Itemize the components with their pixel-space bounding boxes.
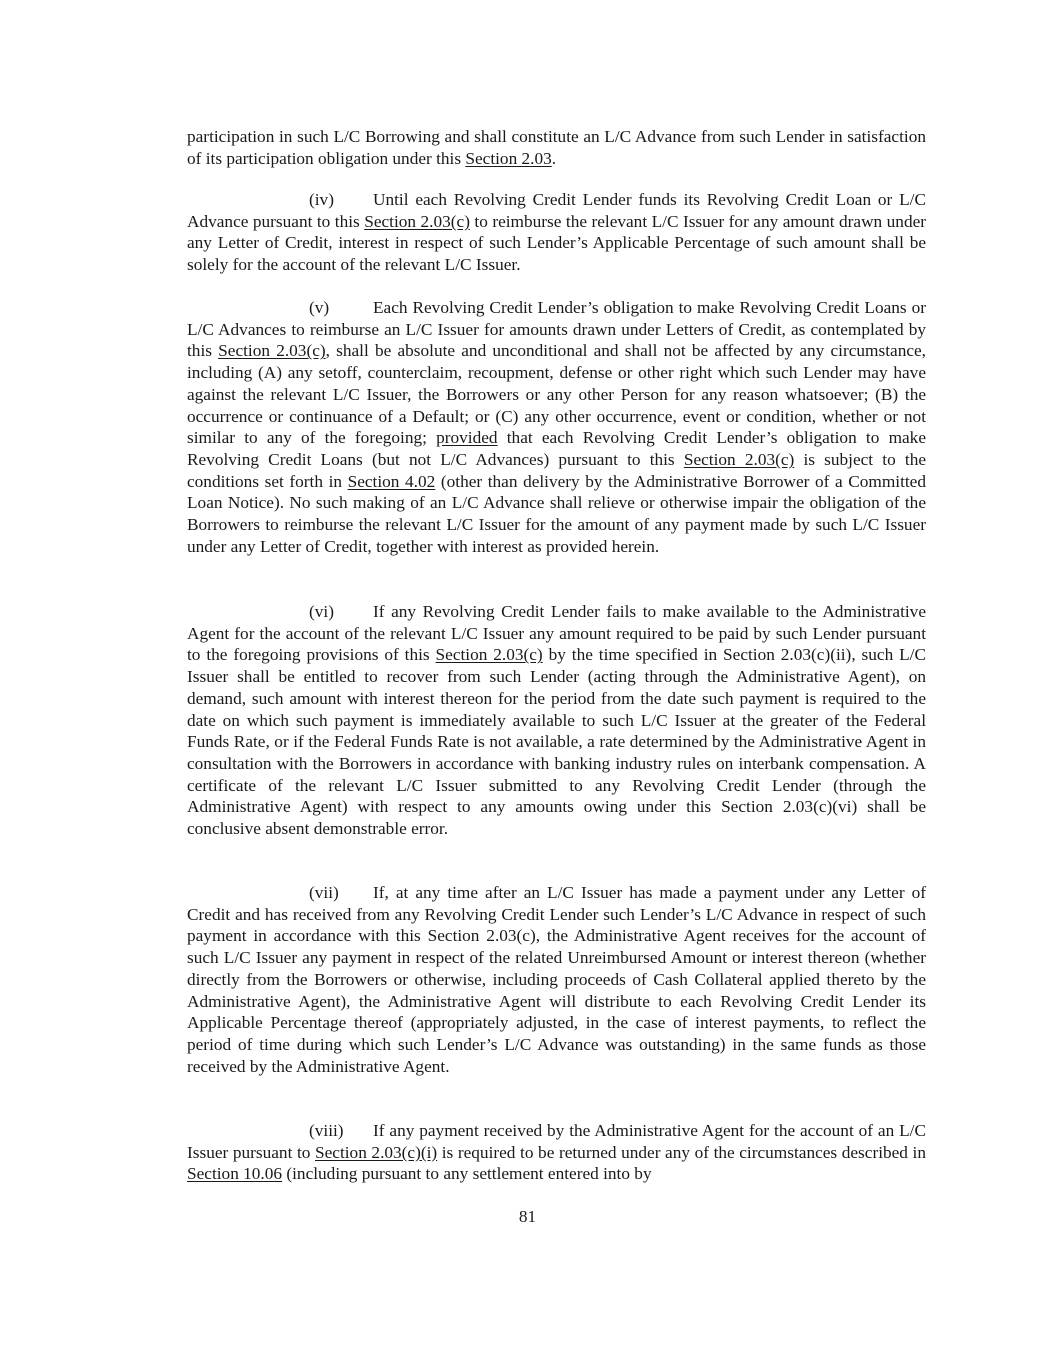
section-reference: Section 2.03(c)(i) — [315, 1142, 438, 1162]
section-reference: Section 10.06 — [187, 1164, 283, 1184]
body-text: is required to be returned under any of the circumstances described in — [437, 1142, 926, 1162]
section-reference: Section 2.03(c) — [435, 645, 543, 665]
body-text: (other than delivery by the Administrative Borrower of a Committed Loan Notice). No such making of an L/C Advance shall relieve or otherwise impair the obligation of the Borrowers to reimburse the relevant L/C Issuer for the amount of any payment made by such L/C Issuer under any Letter of Credit, together with interest as provided herein. — [187, 471, 926, 556]
paragraph-continuation — [187, 126, 926, 169]
paragraph-vi — [187, 601, 926, 840]
section-reference: Section 2.03(c) — [218, 341, 326, 361]
body-text: If any Revolving Credit Lender fails to make available to the Administrative Agent for the account of the relevant L/C Issuer any amount required to be paid by such Lender pursuant to the foregoing provisions of this — [187, 602, 926, 665]
clause-number: (v) — [309, 298, 330, 317]
section-reference: Section 4.02 — [347, 471, 436, 491]
body-text: participation in such L/C Borrowing and shall constitute an L/C Advance from such Lender in satisfaction of its participation obligation under this — [187, 127, 926, 168]
section-reference: Section 2.03(c) — [683, 449, 795, 469]
body-text: that each Revolving Credit Lender’s obligation to make Revolving Credit Loans (but not L/C Advances) pursuant to this — [187, 428, 926, 469]
clause-number: (iv) — [309, 190, 334, 209]
body-text: (including pursuant to any settlement entered into by — [282, 1164, 652, 1184]
body-text: , shall be absolute and unconditional and shall not be affected by any circumstance, including (A) any setoff, counterclaim, recoupment, defense or other right which such Lender may have against the relevant L/C Issuer, the Borrowers or any other Person for any reason whatsoever; (B) the occurrence or continuance of a Default; or (C) any other occurrence, event or condition, whether or not similar to any of the foregoing; — [187, 341, 926, 448]
body-text: If any payment received by the Administrative Agent for the account of an L/C Issuer pursuant to — [187, 1121, 926, 1162]
paragraph-iv — [187, 189, 926, 276]
clause-number: (viii) — [309, 1121, 344, 1140]
body-text: to reimburse the relevant L/C Issuer for any amount drawn under any Letter of Credit, interest in respect of such Lender’s Applicable Percentage of such amount shall be solely for the account of the relevant L/C Issuer. — [187, 211, 927, 275]
clause-number: (vii) — [309, 883, 339, 902]
body-text: If, at any time after an L/C Issuer has made a payment under any Letter of Credit and has received from any Revolving Credit Lender such Lender’s L/C Advance in respect of such payment in accordance with this Section 2.03(c), the Administrative Agent receives for the account of such L/C Issuer any payment in respect of the related Unreimbursed Amount or interest thereon (whether directly from the Borrowers or otherwise, including proceeds of Cash Collateral applied thereto by the Administrative Agent), the Administrative Agent will distribute to each Revolving Credit Lender its Applicable Percentage thereof (appropriately adjusted, in the case of interest payments, to reflect the period of time during which such Lender’s L/C Advance was outstanding) in the same funds as those received by the Administrative Agent. — [187, 883, 926, 1076]
section-reference: provided — [436, 428, 498, 448]
clause-number: (vi) — [309, 602, 334, 621]
paragraph-viii — [187, 1120, 926, 1185]
paragraph-v — [187, 297, 926, 557]
page-number: 81 — [518, 1207, 537, 1226]
section-reference: Section 2.03(c) — [364, 211, 470, 231]
body-text: is subject to the conditions set forth in — [187, 449, 927, 491]
body-text: Each Revolving Credit Lender’s obligation to make Revolving Credit Loans or L/C Advances to reimburse an L/C Issuer for amounts drawn under Letters of Credit, as contemplated by this — [187, 298, 926, 361]
body-text: Until each Revolving Credit Lender funds its Revolving Credit Loan or L/C Advance pursuant to this — [187, 190, 926, 231]
section-reference: Section 2.03 — [465, 148, 552, 168]
body-text: by the time specified in Section 2.03(c)(ii), such L/C Issuer shall be entitled to recover from such Lender (acting through the Administrative Agent), on demand, such amount with interest thereon for the period from the date such payment is required to the date on which such payment is immediately available to such L/C Issuer at the greater of the Federal Funds Rate, or if the Federal Funds Rate is not available, a rate determined by the Administrative Agent in consultation with the Borrowers in accordance with banking industry rules on interbank compensation. A certificate of the relevant L/C Issuer submitted to any Revolving Credit Lender (through the Administrative Agent) with respect to any amounts owing under this Section 2.03(c)(vi) shall be conclusive absent demonstrable error. — [187, 645, 926, 839]
body-text: . — [551, 148, 557, 168]
paragraph-vii — [187, 882, 926, 1077]
